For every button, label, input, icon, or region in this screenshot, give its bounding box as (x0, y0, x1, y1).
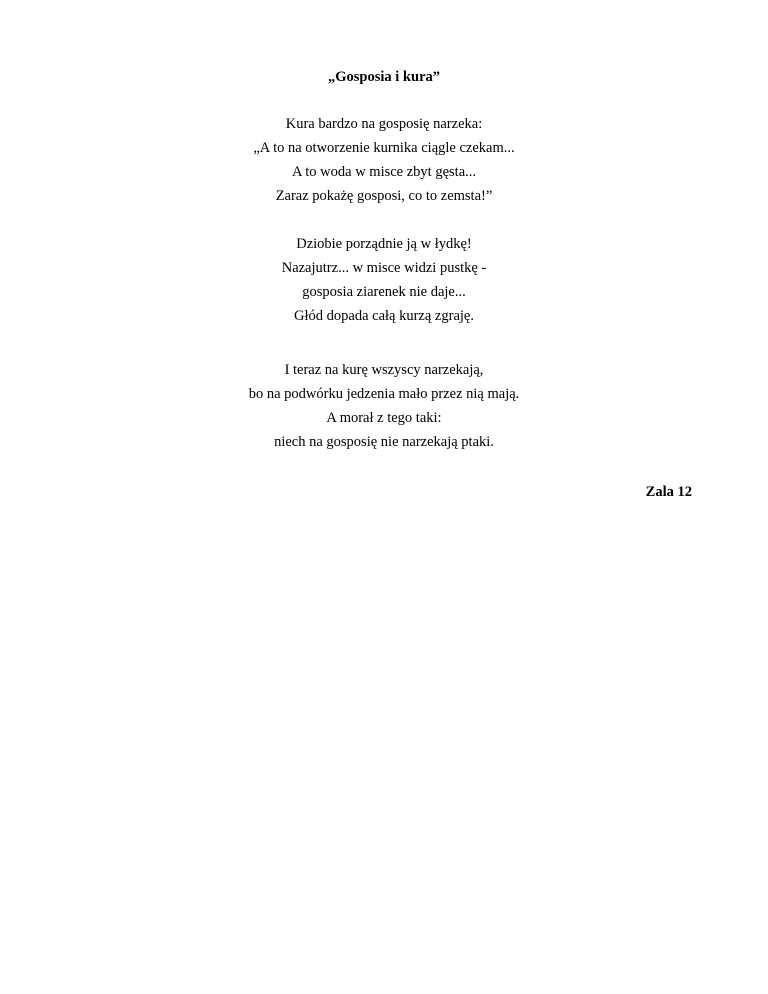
poem-line: A to woda w misce zbyt gęsta... (291, 164, 477, 180)
poem-line: gosposia ziarenek nie daje... (302, 284, 466, 300)
stanza-3 (0, 358, 768, 454)
poem-line: Zaraz pokażę gosposi, co to zemsta!” (275, 188, 493, 204)
poem-title: „Gosposia i kura” (328, 69, 440, 85)
poem-line: Kura bardzo na gosposię narzeka: (285, 116, 483, 132)
stanza-1 (0, 112, 768, 208)
stanza-2 (0, 232, 768, 328)
poem-line: I teraz na kurę wszyscy narzekają, (284, 362, 484, 378)
poem-line: niech na gosposię nie narzekają ptaki. (274, 434, 494, 450)
poem-line: A morał z tego taki: (326, 410, 442, 426)
poem-line: „A to na otworzenie kurnika ciągle czekam... (253, 140, 515, 156)
author-signature: Zala 12 (645, 484, 692, 500)
poem-line: Nazajutrz... w misce widzi pustkę - (281, 260, 487, 276)
poem-line: bo na podwórku jedzenia mało przez nią mają. (248, 386, 520, 402)
poem-line: Głód dopada całą kurzą zgraję. (294, 308, 474, 324)
poem-line: Dziobie porządnie ją w łydkę! (296, 236, 472, 252)
